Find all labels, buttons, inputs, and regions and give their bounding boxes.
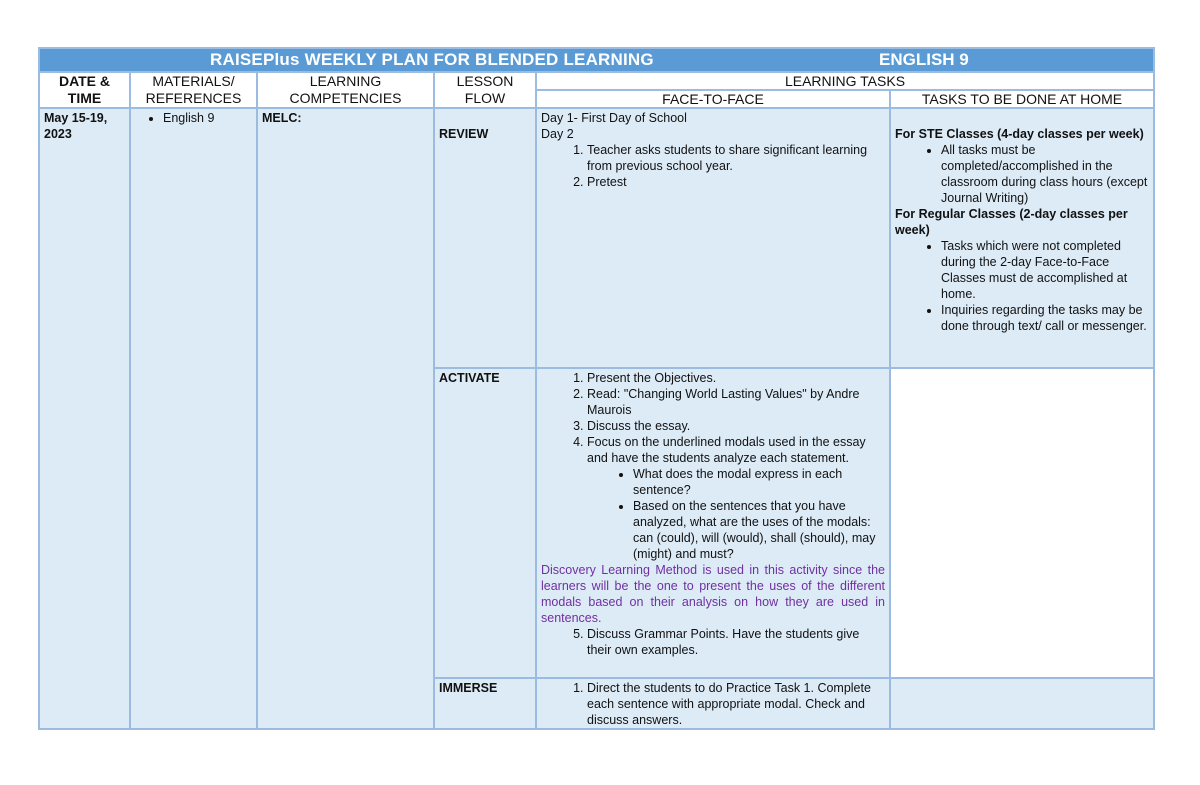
list-item: 5. Discuss Grammar Points. Have the students give their own examples. xyxy=(587,626,885,658)
activate-label: ACTIVATE xyxy=(434,368,536,678)
activate-list-continued xyxy=(541,626,885,658)
materials-cell xyxy=(130,108,257,729)
title-bar xyxy=(39,48,1154,72)
materials-list xyxy=(135,110,252,126)
review-label: REVIEW xyxy=(434,108,536,368)
header-at-home: TASKS TO BE DONE AT HOME xyxy=(890,90,1154,108)
header-learning-tasks: LEARNING TASKS xyxy=(536,72,1154,90)
list-item: • Inquiries regarding the tasks may be done through text/ call or messenger. xyxy=(941,302,1149,334)
immerse-at-home xyxy=(890,678,1154,729)
list-item: • Based on the sentences that you have analyzed, what are the uses of the modals: can (could), will (would), shall (should), may (might) and must? xyxy=(633,498,885,562)
review-day1: Day 1- First Day of School xyxy=(541,111,687,125)
list-item: • What does the modal express in each sentence? xyxy=(633,466,885,498)
regular-list xyxy=(895,238,1149,334)
activate-face-to-face xyxy=(536,368,890,678)
list-item: 1. Direct the students to do Practice Task 1. Complete each sentence with appropriate modal. Check and discuss answers. xyxy=(587,680,885,728)
header-materials: MATERIALS/ REFERENCES xyxy=(130,72,257,108)
melc-label: MELC: xyxy=(262,111,302,125)
date-value: May 15-19, 2023 xyxy=(44,111,108,141)
list-item: 1. Present the Objectives. xyxy=(587,370,885,386)
activate-list xyxy=(541,370,885,466)
header-lesson-flow: LESSON FLOW xyxy=(434,72,536,108)
header-face-to-face: FACE-TO-FACE xyxy=(536,90,890,108)
melc-cell xyxy=(257,108,434,729)
method-note: Discovery Learning Method is used in this activity since the learners will be the one to present the uses of the different modals based on their analysis on how they are used in sentences. xyxy=(541,563,885,625)
activate-sub-list xyxy=(541,466,885,562)
date-cell xyxy=(39,108,130,729)
list-item: 1. Teacher asks students to share significant learning from previous school year. xyxy=(587,142,885,174)
review-list xyxy=(541,142,885,190)
immerse-label: IMMERSE xyxy=(434,678,536,729)
list-item: • Tasks which were not completed during the 2-day Face-to-Face Classes must de accomplished at home. xyxy=(941,238,1149,302)
list-item: • All tasks must be completed/accomplished in the classroom during class hours (except Journal Writing) xyxy=(941,142,1149,206)
header-date-time: DATE & TIME xyxy=(39,72,130,108)
subject-title: ENGLISH 9 xyxy=(879,50,969,69)
immerse-face-to-face xyxy=(536,678,890,729)
ste-list xyxy=(895,142,1149,206)
list-item: 4. Focus on the underlined modals used in the essay and have the students analyze each statement. xyxy=(587,434,885,466)
weekly-plan-table xyxy=(38,47,1155,730)
activate-at-home xyxy=(890,368,1154,678)
materials-item: • English 9 xyxy=(163,110,252,126)
review-day2: Day 2 xyxy=(541,127,574,141)
header-competencies: LEARNING COMPETENCIES xyxy=(257,72,434,108)
list-item: 3. Discuss the essay. xyxy=(587,418,885,434)
review-at-home xyxy=(890,108,1154,368)
weekly-plan xyxy=(38,47,1153,730)
regular-heading: For Regular Classes (2-day classes per week) xyxy=(895,207,1128,237)
list-item: 2. Read: "Changing World Lasting Values" by Andre Maurois xyxy=(587,386,885,418)
plan-title: RAISEPlus WEEKLY PLAN FOR BLENDED LEARNING xyxy=(210,50,654,69)
review-face-to-face xyxy=(536,108,890,368)
ste-heading: For STE Classes (4-day classes per week) xyxy=(895,127,1144,141)
list-item: 2. Pretest xyxy=(587,174,885,190)
immerse-list xyxy=(541,680,885,728)
